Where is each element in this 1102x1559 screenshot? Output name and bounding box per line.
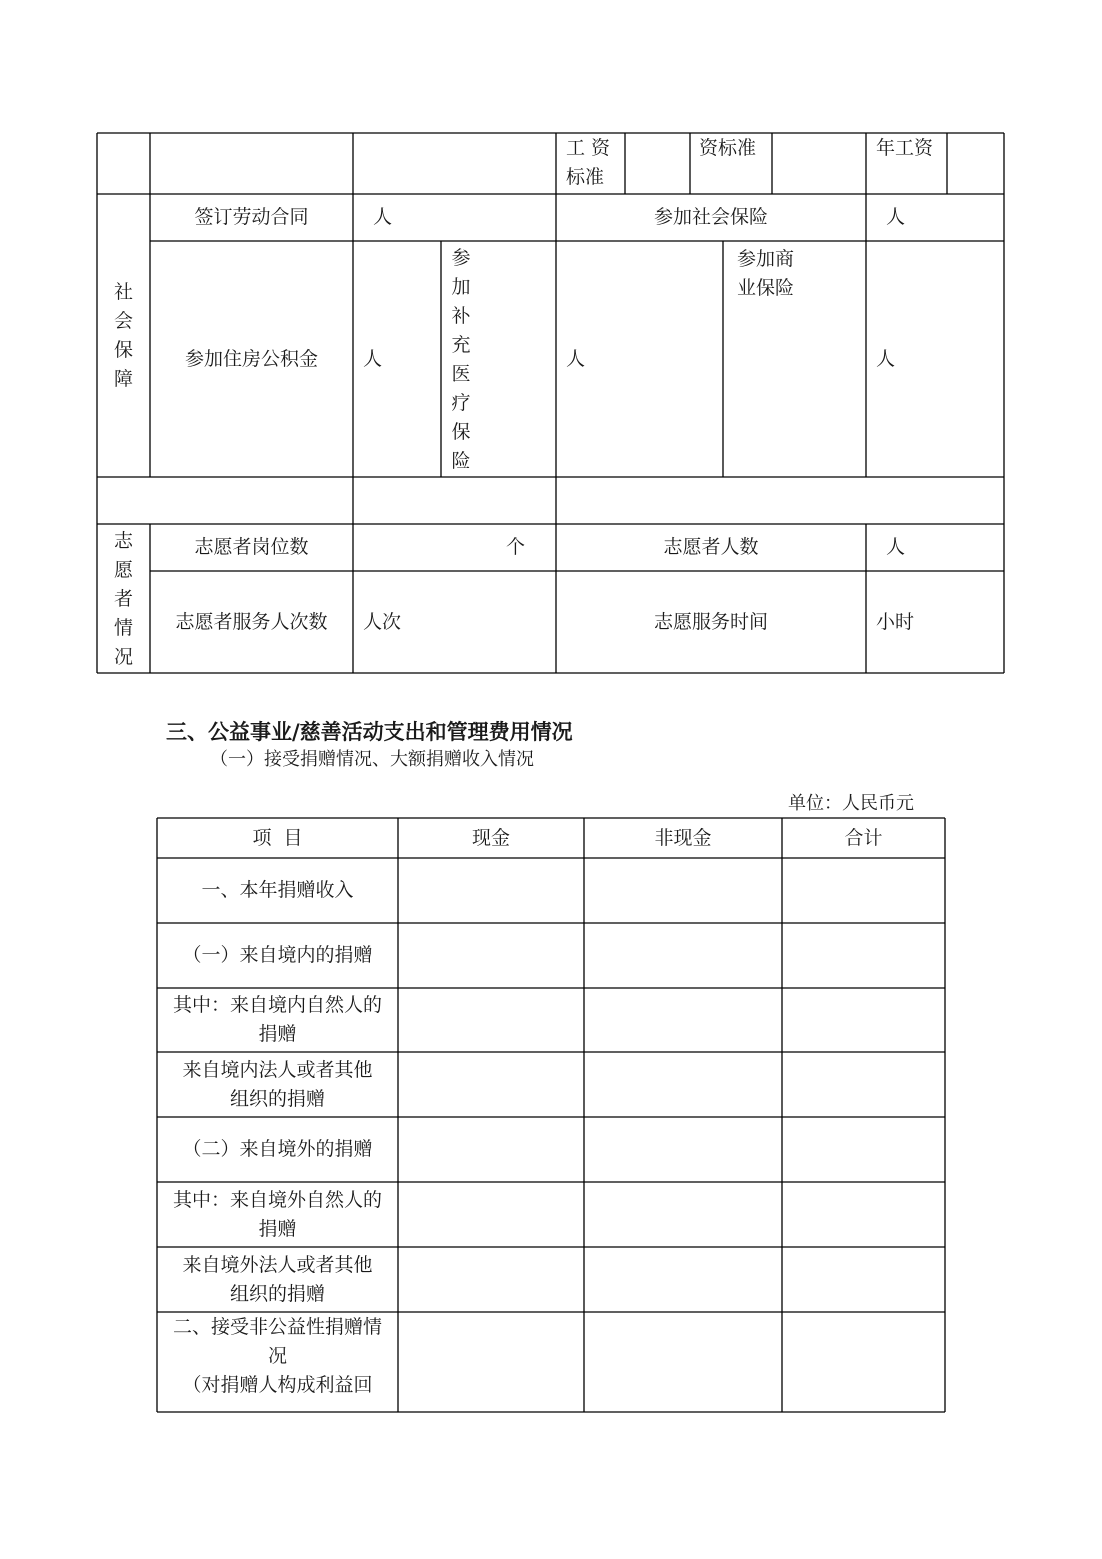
volunteer-posts-label: 志愿者岗位数 bbox=[194, 536, 309, 558]
housing-fund-unit: 人 bbox=[363, 347, 383, 370]
section-subtitle: （一）接受捐赠情况、大额捐赠收入情况 bbox=[210, 749, 534, 770]
commercial-insurance-unit: 人 bbox=[876, 347, 896, 370]
commercial-insurance-label: 参加商 业保险 bbox=[737, 248, 795, 299]
volunteer-service-hours-label: 志愿服务时间 bbox=[653, 610, 768, 633]
volunteer-section-label: 志愿者情况 bbox=[113, 529, 133, 668]
wage-standard-label-b: 资标准 bbox=[699, 137, 757, 159]
social-security-section-label: 社会保障 bbox=[113, 280, 133, 390]
volunteer-service-times-unit: 人次 bbox=[363, 610, 402, 633]
currency-unit-note: 单位：人民币元 bbox=[788, 793, 914, 814]
volunteer-posts-unit: 个 bbox=[505, 536, 525, 558]
volunteer-count-label: 志愿者人数 bbox=[663, 536, 759, 558]
table-row-label: 其中：来自境内自然人的 捐赠 bbox=[172, 994, 382, 1045]
header-item: 项 目 bbox=[252, 826, 303, 849]
table-row-label: （一）来自境内的捐赠 bbox=[182, 944, 373, 966]
supplementary-medical-unit: 人 bbox=[566, 347, 586, 370]
table-row-label: 来自境内法人或者其他 组织的捐赠 bbox=[182, 1058, 373, 1110]
header-non-cash: 非现金 bbox=[654, 826, 712, 849]
social-insurance-label: 参加社会保险 bbox=[653, 206, 768, 228]
table-row-label: 其中：来自境外自然人的 捐赠 bbox=[172, 1188, 382, 1240]
supplementary-medical-label: 参加补充医疗保险 bbox=[451, 247, 471, 472]
labor-contract-unit: 人 bbox=[373, 206, 393, 228]
housing-fund-label: 参加住房公积金 bbox=[184, 347, 318, 370]
annual-wage-label: 年工资 bbox=[876, 137, 934, 159]
wage-standard-label-a: 工 资 标准 bbox=[566, 137, 611, 188]
header-total: 合计 bbox=[844, 826, 883, 849]
labor-contract-label: 签订劳动合同 bbox=[194, 206, 309, 228]
social-insurance-unit: 人 bbox=[886, 206, 906, 228]
table-row-label: （二）来自境外的捐赠 bbox=[182, 1138, 373, 1160]
section-title: 三、公益事业/慈善活动支出和管理费用情况 bbox=[166, 719, 573, 744]
volunteer-count-unit: 人 bbox=[886, 536, 906, 558]
volunteer-service-hours-unit: 小时 bbox=[876, 610, 915, 633]
header-cash: 现金 bbox=[471, 826, 510, 849]
volunteer-service-times-label: 志愿者服务人次数 bbox=[175, 610, 328, 633]
table-row-label: 二、接受非公益性捐赠情 况 （对捐赠人构成利益回 bbox=[172, 1316, 382, 1396]
table-row-label: 来自境外法人或者其他 组织的捐赠 bbox=[182, 1253, 373, 1305]
table-row-label: 一、本年捐赠收入 bbox=[201, 879, 354, 901]
